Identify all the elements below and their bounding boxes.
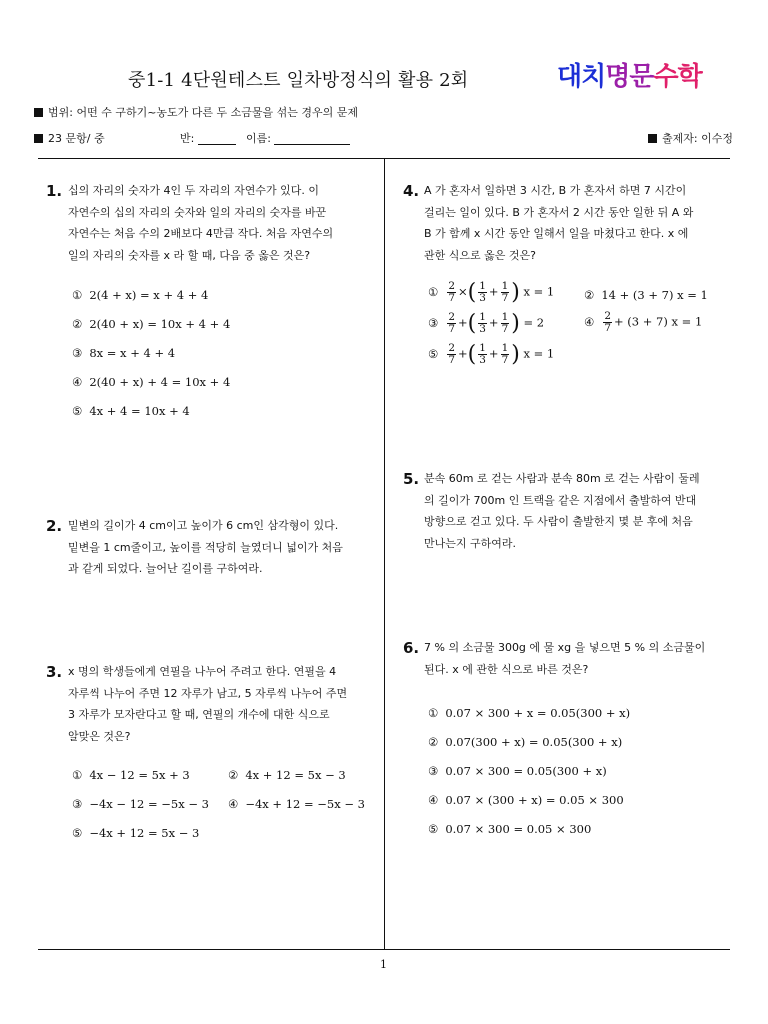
text-line: 관한 식으로 옳은 것은? bbox=[424, 248, 536, 262]
option-marker: ③ bbox=[428, 764, 439, 778]
option-5[interactable] bbox=[72, 826, 199, 840]
question-number: 4. bbox=[403, 182, 420, 200]
option-marker: ① bbox=[428, 284, 439, 299]
option-marker: ③ bbox=[428, 315, 439, 330]
text-line: 십의 자리의 숫자가 4인 두 자리의 자연수가 있다. 이 bbox=[68, 184, 319, 197]
option-text: 2(40 + x) = 10x + 4 + 4 bbox=[89, 317, 231, 331]
right-paren: ) bbox=[511, 280, 520, 305]
text-line: 알맞은 것은? bbox=[68, 729, 131, 743]
option-4[interactable] bbox=[228, 797, 365, 811]
brand-logo bbox=[557, 56, 702, 93]
text-line: A 가 혼자서 일하면 3 시간, B 가 혼자서 하면 7 시간이 bbox=[424, 184, 687, 197]
name-field bbox=[246, 130, 350, 146]
question-text bbox=[68, 515, 378, 580]
option-1[interactable] bbox=[428, 706, 630, 720]
text-line: 밑변의 길이가 4 cm이고 높이가 6 cm인 삼각형이 있다. bbox=[68, 519, 339, 532]
option-marker: ② bbox=[584, 288, 595, 302]
option-text: −4x − 12 = −5x − 3 bbox=[89, 797, 209, 811]
name-label: 이름: bbox=[246, 132, 271, 145]
option-1[interactable] bbox=[72, 768, 190, 782]
option-text: 0.07(300 + x) = 0.05(300 + x) bbox=[445, 735, 623, 749]
column-divider bbox=[384, 158, 385, 949]
option-marker: ⑤ bbox=[428, 822, 439, 836]
option-tail: x = 1 bbox=[523, 284, 555, 299]
question-text bbox=[424, 637, 735, 680]
option-2[interactable] bbox=[584, 288, 708, 302]
count-level bbox=[34, 130, 105, 146]
option-text: 4x + 4 = 10x + 4 bbox=[89, 404, 190, 418]
question-number: 5. bbox=[403, 470, 420, 488]
fraction: $\frac{1}{3}$ bbox=[479, 311, 486, 335]
question-text bbox=[424, 180, 735, 266]
option-text: 0.07 × 300 = 0.05(300 + x) bbox=[445, 764, 607, 778]
text-line: 7 % 의 소금물 300g 에 물 xg 을 넣으면 5 % 의 소금물이 bbox=[424, 641, 706, 654]
option-text: 4x − 12 = 5x + 3 bbox=[89, 768, 190, 782]
option-marker: ④ bbox=[228, 797, 239, 811]
option-3[interactable] bbox=[428, 764, 607, 778]
option-marker: ④ bbox=[428, 793, 439, 807]
author-text: 출제자: 이수정 bbox=[662, 132, 733, 145]
option-marker: ② bbox=[72, 317, 83, 331]
option-text: −4x + 12 = 5x − 3 bbox=[89, 826, 200, 840]
option-marker: ① bbox=[428, 706, 439, 720]
option-text: 2(4 + x) = x + 4 + 4 bbox=[89, 288, 209, 302]
text-line: 걸리는 일이 있다. B 가 혼자서 2 시간 동안 일한 뒤 A 와 bbox=[424, 205, 694, 219]
question-number: 2. bbox=[46, 517, 63, 535]
fraction: $\frac{2}{7}$ bbox=[448, 311, 455, 335]
option-marker: ⑤ bbox=[72, 404, 83, 418]
class-field bbox=[180, 130, 236, 146]
option-1[interactable]: ① $\frac{2}{7}$ ×( $\frac{1}{3}$ + $\frac{1}{7}$ ) x = 1 bbox=[428, 280, 555, 305]
left-paren: ( bbox=[467, 342, 477, 367]
option-marker: ③ bbox=[72, 797, 83, 811]
option-rest: (3 + 7) x = 1 bbox=[627, 314, 703, 329]
option-4[interactable] bbox=[428, 793, 624, 807]
count-level-text: 23 문항/ 중 bbox=[48, 132, 105, 145]
question-text bbox=[424, 468, 735, 554]
text-line: 일의 자리의 숫자를 x 라 할 때, 다음 중 옳은 것은? bbox=[68, 248, 311, 262]
right-paren: ) bbox=[511, 311, 520, 336]
option-text: 2(40 + x) + 4 = 10x + 4 bbox=[89, 375, 231, 389]
option-4[interactable] bbox=[72, 375, 230, 389]
option-2[interactable] bbox=[228, 768, 346, 782]
option-text: 0.07 × 300 = 0.05 × 300 bbox=[445, 822, 592, 836]
text-line: 된다. x 에 관한 식으로 바른 것은? bbox=[424, 662, 589, 676]
fraction: $\frac{2}{7}$ bbox=[448, 342, 455, 366]
text-line: 자연수는 처음 수의 2배보다 4만큼 작다. 처음 자연수의 bbox=[68, 227, 334, 240]
option-3[interactable] bbox=[72, 797, 209, 811]
fraction: $\frac{2}{7}$ bbox=[604, 310, 611, 334]
option-3[interactable]: ③ $\frac{2}{7}$ +( $\frac{1}{3}$ + $\frac{1}{7}$ ) = 2 bbox=[428, 311, 545, 336]
right-paren: ) bbox=[511, 342, 520, 367]
text-line: 밑변을 1 cm줄이고, 높이를 적당히 늘였더니 넓이가 처음 bbox=[68, 540, 343, 554]
name-blank bbox=[274, 133, 350, 145]
range-text: 범위: 어떤 수 구하기~농도가 다른 두 소금물을 섞는 경우의 문제 bbox=[48, 106, 359, 119]
option-text: 14 + (3 + 7) x = 1 bbox=[601, 288, 708, 302]
text-line: 자루씩 나누어 주면 12 자루가 남고, 5 자루씩 나누어 주면 bbox=[68, 686, 348, 700]
operator: + bbox=[614, 314, 624, 329]
text-line: B 가 함께 x 시간 동안 일해서 일을 마쳤다고 한다. x 에 bbox=[424, 227, 689, 240]
left-paren: ( bbox=[467, 280, 477, 305]
option-marker: ② bbox=[228, 768, 239, 782]
option-tail: x = 1 bbox=[523, 346, 555, 361]
question-number: 1. bbox=[46, 182, 63, 200]
text-line: 의 길이가 700m 인 트랙을 같은 지점에서 출발하여 반대 bbox=[424, 493, 697, 507]
question-number: 3. bbox=[46, 663, 63, 681]
footer-rule bbox=[38, 949, 730, 950]
option-marker: ③ bbox=[72, 346, 83, 360]
fraction: $\frac{1}{3}$ bbox=[479, 342, 486, 366]
range-line bbox=[34, 104, 358, 120]
text-line: 분속 60m 로 걷는 사람과 분속 80m 로 걷는 사람이 둘레 bbox=[424, 472, 700, 485]
option-marker: ⑤ bbox=[428, 346, 439, 361]
option-1[interactable] bbox=[72, 288, 208, 302]
text-line: 방향으로 걷고 있다. 두 사람이 출발한지 몇 분 후에 처음 bbox=[424, 515, 693, 528]
text-line: 자연수의 십의 자리의 숫자와 일의 자리의 숫자를 바꾼 bbox=[68, 205, 327, 219]
text-line: x 명의 학생들에게 연필을 나누어 주려고 한다. 연필을 4 bbox=[68, 665, 337, 678]
option-2[interactable] bbox=[72, 317, 230, 331]
question-text bbox=[68, 661, 378, 747]
left-paren: ( bbox=[467, 311, 477, 336]
option-text: 0.07 × 300 + x = 0.05(300 + x) bbox=[445, 706, 631, 720]
page-number: 1 bbox=[380, 958, 387, 971]
operator: + bbox=[458, 346, 468, 361]
question-text bbox=[68, 180, 378, 266]
option-marker: ④ bbox=[584, 314, 595, 329]
class-label: 반: bbox=[180, 132, 195, 145]
operator: + bbox=[458, 315, 468, 330]
option-tail: = 2 bbox=[523, 315, 545, 330]
square-bullet-icon bbox=[34, 134, 43, 143]
option-marker: ④ bbox=[72, 375, 83, 389]
fraction: $\frac{1}{7}$ bbox=[501, 342, 509, 366]
operator: × bbox=[458, 284, 468, 299]
text-line: 만나는지 구하여라. bbox=[424, 536, 517, 550]
option-text: −4x + 12 = −5x − 3 bbox=[245, 797, 365, 811]
option-2[interactable] bbox=[428, 735, 622, 749]
text-line: 3 자루가 모자란다고 할 때, 연필의 개수에 대한 식으로 bbox=[68, 708, 330, 721]
option-marker: ② bbox=[428, 735, 439, 749]
page-title: 중1-1 4단원테스트 일차방정식의 활용 2회 bbox=[128, 70, 469, 91]
option-3[interactable] bbox=[72, 346, 175, 360]
logo-part-1: 대치 bbox=[557, 62, 606, 92]
fraction: $\frac{1}{7}$ bbox=[501, 280, 509, 304]
option-text: 0.07 × (300 + x) = 0.05 × 300 bbox=[445, 793, 624, 807]
option-marker: ① bbox=[72, 768, 83, 782]
option-5[interactable] bbox=[72, 404, 190, 418]
option-text: 8x = x + 4 + 4 bbox=[89, 346, 176, 360]
square-bullet-icon bbox=[648, 134, 657, 143]
option-marker: ⑤ bbox=[72, 826, 83, 840]
logo-part-2: 명문 bbox=[605, 62, 654, 92]
option-5[interactable] bbox=[428, 822, 591, 836]
class-blank bbox=[198, 133, 236, 145]
option-marker: ① bbox=[72, 288, 83, 302]
fraction: $\frac{1}{7}$ bbox=[501, 311, 509, 335]
text-line: 과 같게 되었다. 늘어난 길이를 구하여라. bbox=[68, 562, 263, 575]
option-text: 4x + 12 = 5x − 3 bbox=[245, 768, 346, 782]
question-number: 6. bbox=[403, 639, 420, 657]
option-5[interactable]: ⑤ $\frac{2}{7}$ +( $\frac{1}{3}$ + $\frac{1}{7}$ ) x = 1 bbox=[428, 342, 555, 367]
fraction: $\frac{2}{7}$ bbox=[448, 280, 455, 304]
fraction: $\frac{1}{3}$ bbox=[479, 280, 486, 304]
option-4[interactable] bbox=[584, 311, 702, 334]
logo-part-3: 수학 bbox=[653, 62, 702, 92]
author-line bbox=[648, 130, 733, 146]
square-bullet-icon bbox=[34, 108, 43, 117]
